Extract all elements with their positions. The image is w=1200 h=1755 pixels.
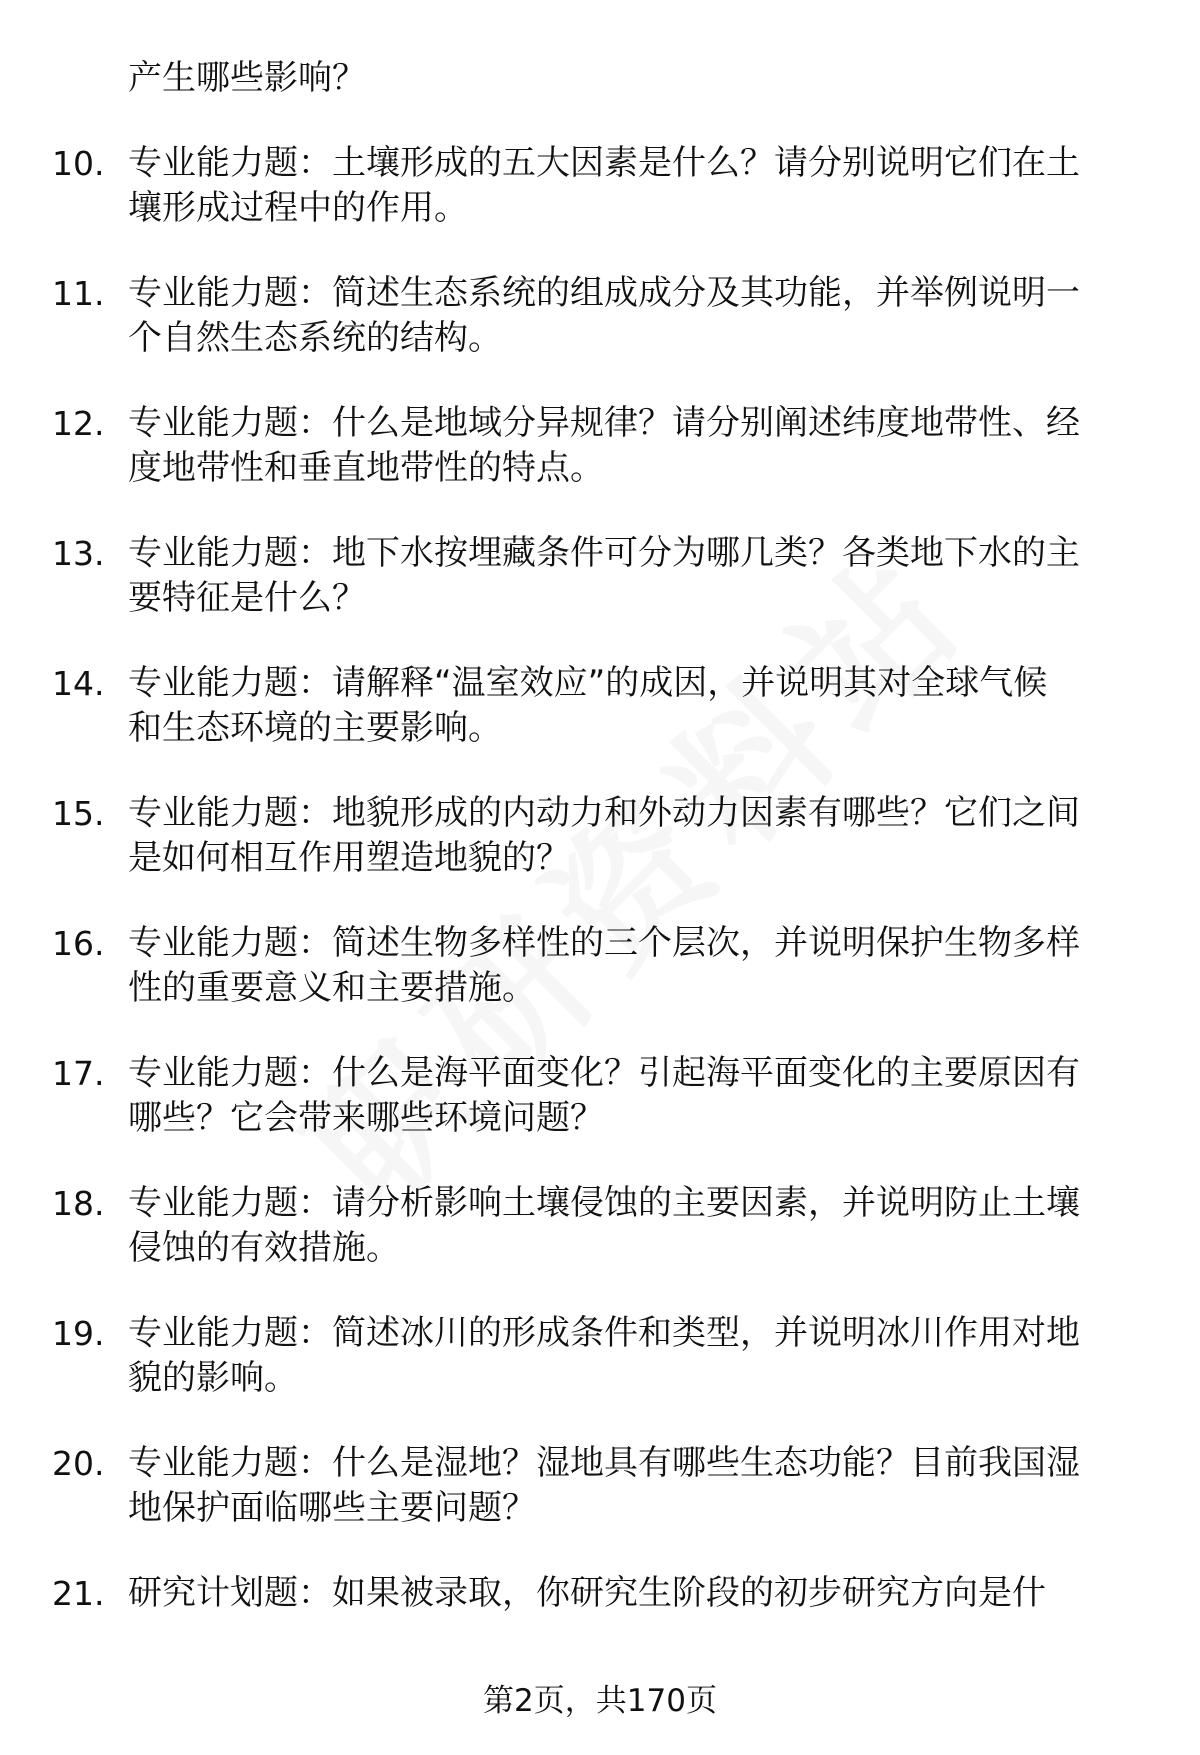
question-text-line-2: 要特征是什么？ <box>128 578 366 618</box>
question-number: 15. <box>52 794 105 833</box>
question-number: 21. <box>52 1574 105 1613</box>
question-text-line-1: 专业能力题：请分析影响土壤侵蚀的主要因素，并说明防止土壤 <box>128 1183 1080 1223</box>
question-item-19 <box>0 1311 1200 1401</box>
question-text-line-1: 专业能力题：土壤形成的五大因素是什么？请分别说明它们在土 <box>128 143 1080 183</box>
question-number: 19. <box>52 1314 105 1353</box>
question-text-line-2: 地保护面临哪些主要问题？ <box>128 1488 536 1528</box>
question-number: 20. <box>52 1444 105 1483</box>
question-text-line-1: 专业能力题：什么是地域分异规律？请分别阐述纬度地带性、经 <box>128 403 1080 443</box>
continuation-line: 产生哪些影响？ <box>128 58 366 98</box>
question-text-line-2: 和生态环境的主要影响。 <box>128 708 502 748</box>
question-number: 10. <box>52 144 105 183</box>
question-item-11 <box>0 271 1200 361</box>
question-number: 17. <box>52 1054 105 1093</box>
question-item-14 <box>0 661 1200 751</box>
question-number: 12. <box>52 404 105 443</box>
question-text-line-2: 貌的影响。 <box>128 1358 298 1398</box>
question-text-line-1: 专业能力题：简述冰川的形成条件和类型，并说明冰川作用对地 <box>128 1313 1080 1353</box>
question-item-18 <box>0 1181 1200 1271</box>
question-text-line-2: 哪些？它会带来哪些环境问题？ <box>128 1098 604 1138</box>
question-text-line-2: 是如何相互作用塑造地貌的？ <box>128 838 570 878</box>
question-text-line-1: 专业能力题：什么是湿地？湿地具有哪些生态功能？目前我国湿 <box>128 1443 1080 1483</box>
question-item-21 <box>0 1571 1200 1616</box>
question-item-20 <box>0 1441 1200 1531</box>
question-number: 18. <box>52 1184 105 1223</box>
question-item-10 <box>0 141 1200 231</box>
question-text-line-1: 专业能力题：简述生物多样性的三个层次，并说明保护生物多样 <box>128 923 1080 963</box>
question-list <box>0 56 1200 1616</box>
question-text-line-2: 度地带性和垂直地带性的特点。 <box>128 448 604 488</box>
question-item-16 <box>0 921 1200 1011</box>
question-text-line-1: 专业能力题：简述生态系统的组成成分及其功能，并举例说明一 <box>128 273 1080 313</box>
question-text-line-1: 专业能力题：地下水按埋藏条件可分为哪几类？各类地下水的主 <box>128 533 1080 573</box>
question-item-17 <box>0 1051 1200 1141</box>
question-text-line-1: 专业能力题：请解释“温室效应”的成因，并说明其对全球气候 <box>128 663 1048 703</box>
question-number: 11. <box>52 274 105 313</box>
question-text-line-1: 专业能力题：什么是海平面变化？引起海平面变化的主要原因有 <box>128 1053 1080 1093</box>
question-text-line-1: 专业能力题：地貌形成的内动力和外动力因素有哪些？它们之间 <box>128 793 1080 833</box>
question-text-line-2: 侵蚀的有效措施。 <box>128 1228 400 1268</box>
question-item-13 <box>0 531 1200 621</box>
question-text-line-1: 研究计划题：如果被录取，你研究生阶段的初步研究方向是什 <box>128 1573 1046 1613</box>
page-footer: 第2页，共170页 <box>483 1683 717 1719</box>
question-text-line-2: 个自然生态系统的结构。 <box>128 318 502 358</box>
question-text-line-2: 壤形成过程中的作用。 <box>128 188 468 228</box>
question-item-15 <box>0 791 1200 881</box>
question-number: 16. <box>52 924 105 963</box>
question-number: 14. <box>52 664 105 703</box>
question-text-line-2: 性的重要意义和主要措施。 <box>128 968 536 1008</box>
question-item-12 <box>0 401 1200 491</box>
question-number: 13. <box>52 534 105 573</box>
